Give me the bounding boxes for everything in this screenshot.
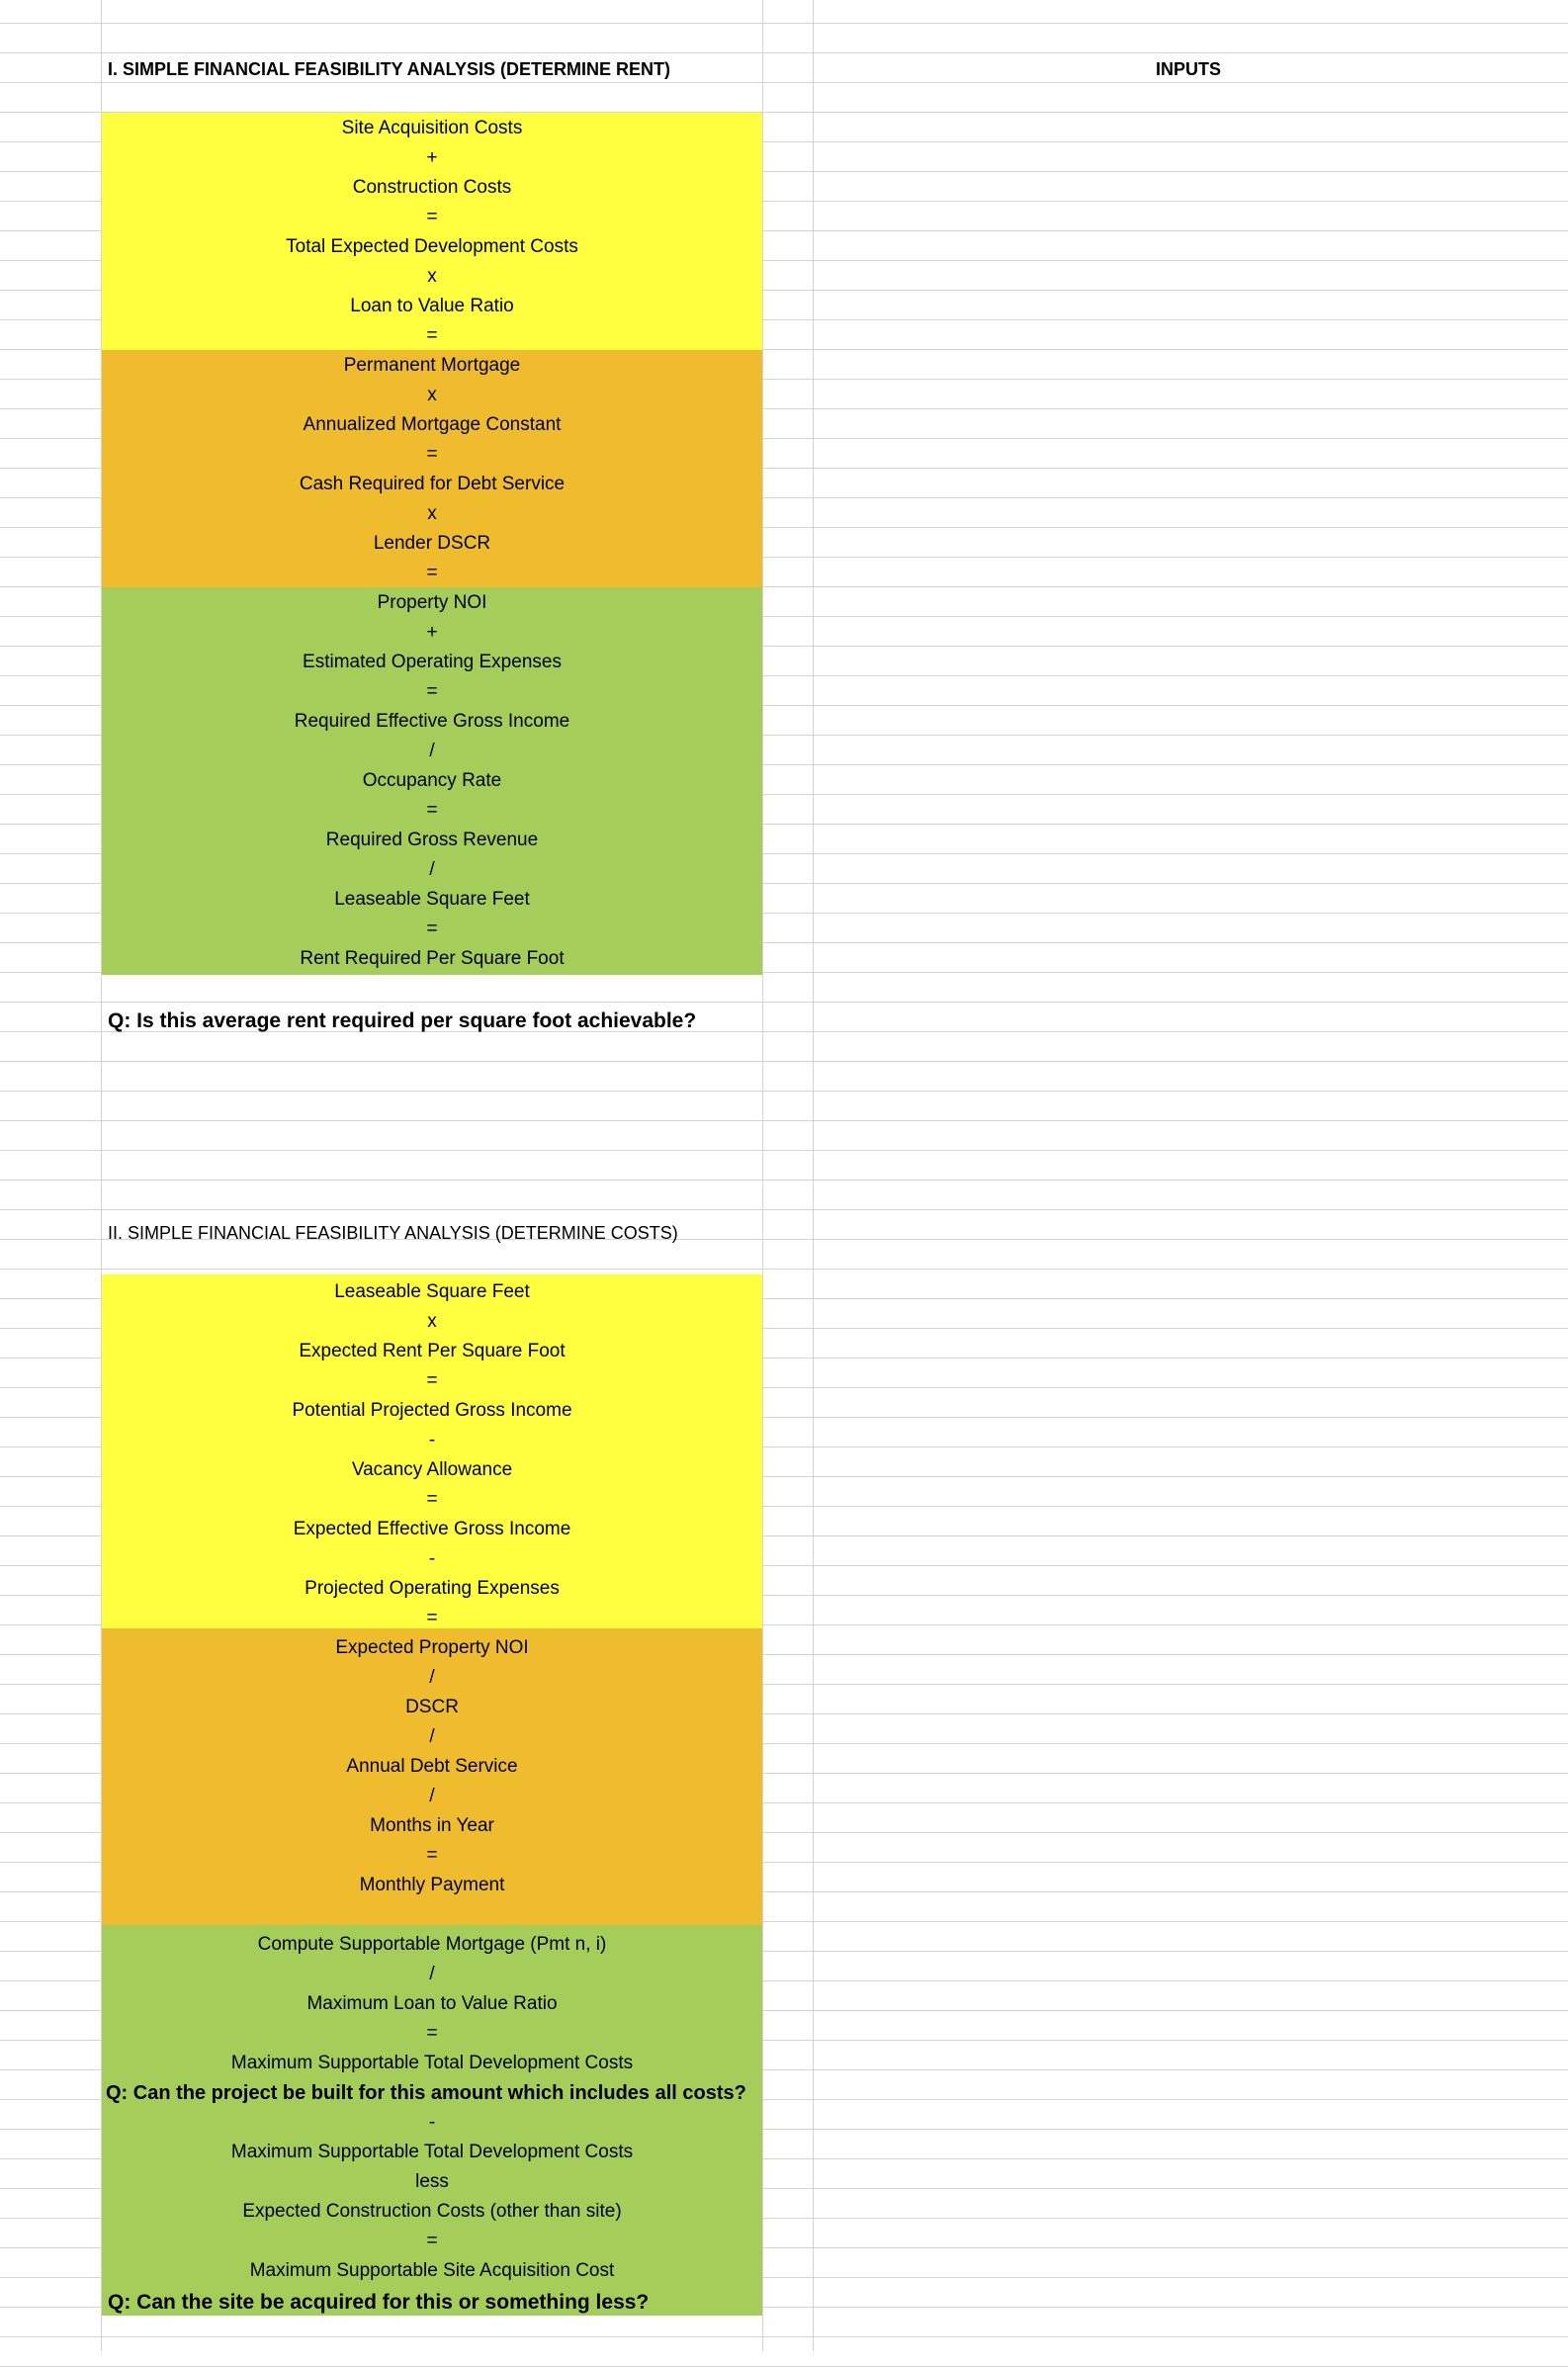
section1-line: Leaseable Square Feet [334,889,530,910]
section1-line: Permanent Mortgage [343,355,521,376]
section2-line: - [428,1548,436,1569]
section2-line: Maximum Loan to Value Ratio [306,1993,558,2014]
section2-title: II. SIMPLE FINANCIAL FEASIBILITY ANALYSIS (DETERMINE COSTS) [108,1222,678,1243]
section2-site-line: Expected Construction Costs (other than site) [242,2201,622,2222]
section2-line [102,1900,762,1930]
section1-line: = [426,800,438,821]
section2-line: x [427,1311,437,1332]
section1-line: + [426,147,438,168]
column-divider-b [762,0,763,2351]
section2-line: Months in Year [370,1815,494,1836]
section1-line: Estimated Operating Expenses [303,652,562,672]
section1-line: / [429,859,435,880]
grid-row [0,1092,1568,1121]
grid-row [0,1151,1568,1181]
section2-line: / [429,1726,435,1747]
section2-line: Maximum Supportable Total Development Costs [230,2053,634,2073]
grid-row [0,0,1568,24]
section1-line: Site Acquisition Costs [341,118,523,138]
section1-line: Required Effective Gross Income [294,711,570,732]
section1-line: Rent Required Per Square Foot [300,948,565,969]
section1-line: Annualized Mortgage Constant [303,414,562,435]
section2-line: Potential Projected Gross Income [292,1400,572,1421]
section2-line: DSCR [405,1697,459,1717]
section2-line: Expected Effective Gross Income [293,1519,571,1539]
section1-line: / [429,741,435,761]
section2-line: Expected Rent Per Square Foot [299,1341,566,1361]
section2-line: Monthly Payment [359,1875,505,1895]
section2-line: Compute Supportable Mortgage (Pmt n, i) [257,1934,607,1955]
section2-line: / [429,1667,435,1688]
section2-line: = [426,1489,438,1510]
inputs-column-header: INPUTS [1155,58,1221,79]
section2-line: = [426,2023,438,2044]
section2-line: Annual Debt Service [346,1756,518,1777]
section2-question-build: Q: Can the project be built for this amount which includes all costs? [106,2081,746,2104]
section1-line: Total Expected Development Costs [286,236,578,257]
section1-line: Required Gross Revenue [325,830,539,850]
section2-line: Vacancy Allowance [351,1459,513,1480]
section1-title: I. SIMPLE FINANCIAL FEASIBILITY ANALYSIS (DETERMINE RENT) [108,58,671,79]
column-divider-c [813,0,814,2351]
section1-line: = [426,563,438,583]
section2-line: / [429,1964,435,1984]
section2-site-line: - [428,2112,436,2133]
section1-line: x [427,385,437,405]
section2-line: / [429,1786,435,1806]
section2-line: = [426,1608,438,1628]
grid-row [0,1062,1568,1092]
section2-line: - [428,1430,436,1450]
section1-line: Lender DSCR [373,533,491,554]
grid-row [0,83,1568,113]
section2-line: Expected Property NOI [335,1637,529,1658]
section1-line: x [427,266,437,287]
section1-line: Cash Required for Debt Service [299,474,566,494]
grid-row [0,973,1568,1003]
section1-line: Loan to Value Ratio [350,296,514,316]
section1-line: = [426,919,438,939]
section2-site-line: = [426,2231,438,2251]
section1-line: Property NOI [377,592,487,613]
section1-line: Construction Costs [352,177,512,198]
section2-line: Projected Operating Expenses [305,1578,560,1599]
section2-site-line: Maximum Supportable Site Acquisition Cost [249,2260,615,2281]
section1-question: Q: Is this average rent required per square foot achievable? [108,1009,697,1032]
section1-line: = [426,444,438,465]
section2-line: = [426,1845,438,1866]
section1-line: = [426,325,438,346]
section2-site-line: less [415,2171,449,2192]
section1-line: + [426,622,438,643]
section1-line: = [426,681,438,702]
section2-line: Leaseable Square Feet [334,1281,530,1302]
section2-site-line: Maximum Supportable Total Development Costs [230,2142,634,2162]
section2-line: = [426,1370,438,1391]
section2-question-site: Q: Can the site be acquired for this or something less? [108,2291,650,2314]
section1-line: = [426,207,438,227]
grid-row [0,24,1568,53]
section1-line: Occupancy Rate [362,770,502,791]
grid-row [0,1121,1568,1151]
grid-row [0,2337,1568,2367]
grid-row [0,1181,1568,1210]
section1-line: x [427,503,437,524]
grid-row [0,1032,1568,1062]
